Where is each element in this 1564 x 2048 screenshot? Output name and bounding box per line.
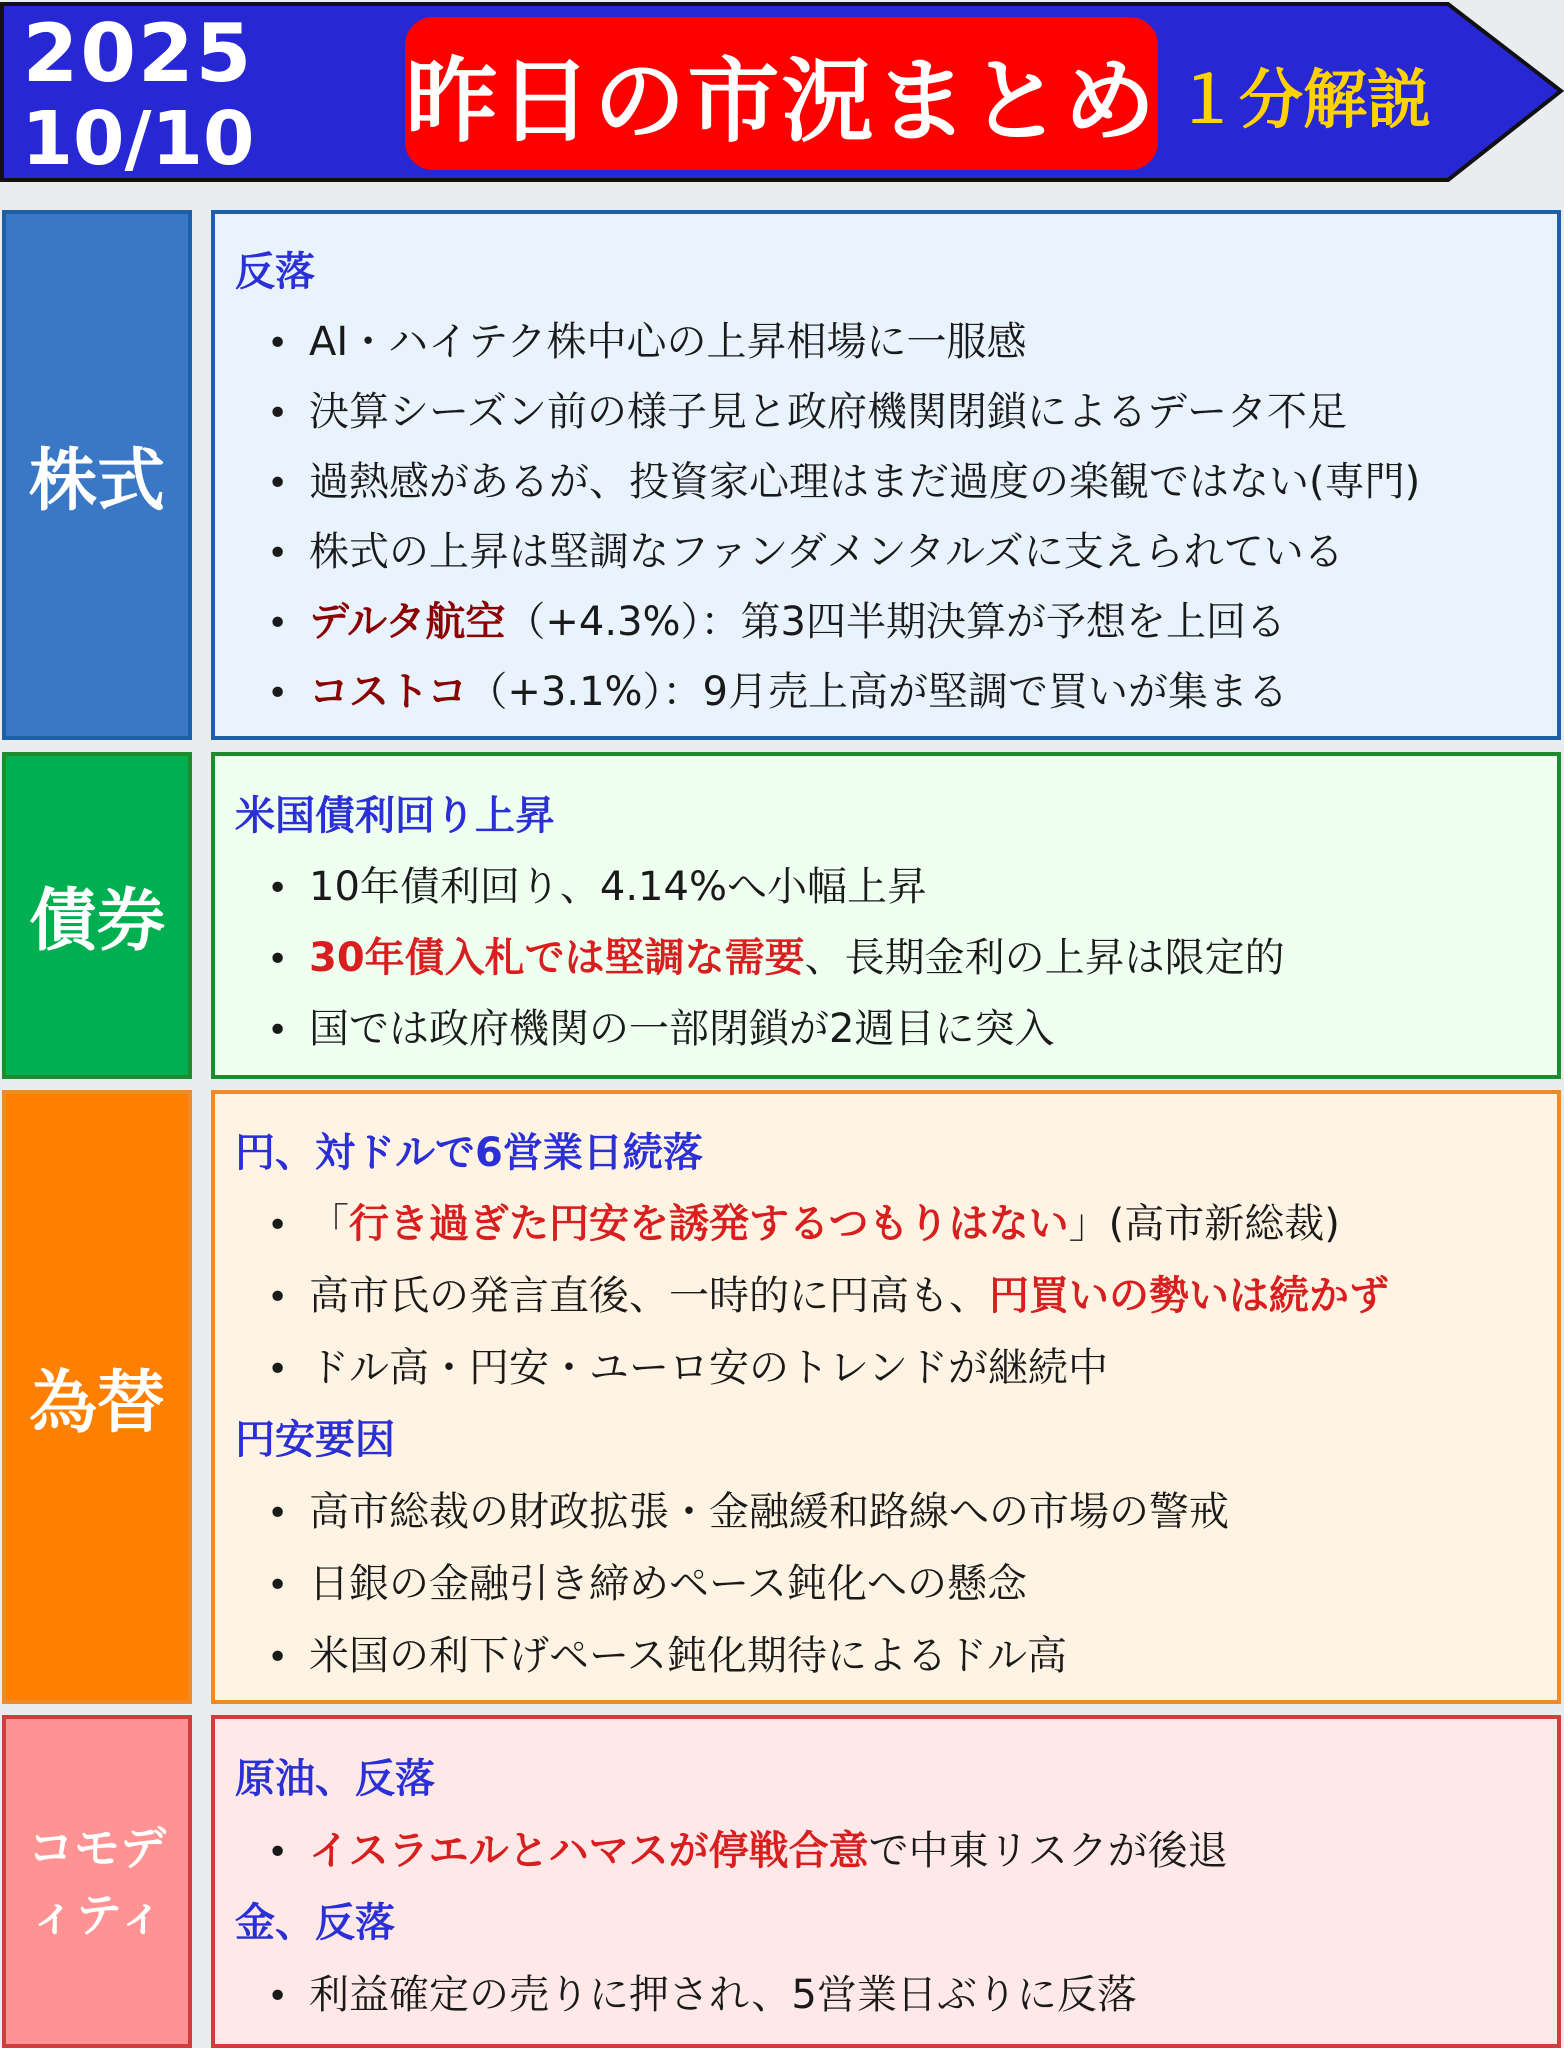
list-item bbox=[267, 310, 1027, 367]
bullet-icon: • bbox=[267, 1565, 289, 1606]
date-year: 2025 bbox=[22, 7, 254, 100]
item-text: で中東リスクが後退 bbox=[868, 1828, 1228, 1874]
section-label-bonds: 債券 bbox=[2, 752, 192, 1079]
list-item bbox=[267, 1963, 1137, 2020]
item-text: 株式の上昇は堅調なファンダメンタルズに支えられている bbox=[309, 529, 1344, 575]
highlight-text: イスラエルとハマスが停戦合意 bbox=[309, 1828, 869, 1874]
list-item bbox=[267, 926, 1285, 983]
bullet-icon: • bbox=[267, 1205, 289, 1246]
item-text: AI・ハイテク株中心の上昇相場に一服感 bbox=[309, 319, 1027, 365]
bullet-icon: • bbox=[267, 393, 289, 434]
bullet-icon: • bbox=[267, 533, 289, 574]
bullet-icon: • bbox=[267, 1277, 289, 1318]
highlight-text: 円買いの勢いは続かず bbox=[989, 1273, 1389, 1319]
section-panel-forex bbox=[211, 1090, 1561, 1704]
page-title: 昨日の市況まとめ bbox=[405, 47, 1158, 155]
bullet-icon: • bbox=[267, 1493, 289, 1534]
list-item bbox=[267, 380, 1347, 437]
list-item bbox=[267, 1192, 1340, 1249]
list-item bbox=[267, 660, 1288, 717]
list-item bbox=[267, 1819, 1228, 1876]
title-box bbox=[405, 17, 1158, 170]
bullet-icon: • bbox=[267, 868, 289, 909]
header-banner bbox=[0, 0, 1564, 184]
item-text: 決算シーズン前の様子見と政府機関閉鎖によるデータ不足 bbox=[309, 389, 1347, 435]
date-display bbox=[18, 7, 258, 182]
section-label-commodities: コモディティ bbox=[2, 1715, 192, 2048]
highlight-text: 行き過ぎた円安を誘発するつもりはない bbox=[349, 1201, 1069, 1247]
item-text: 」(高市新総裁) bbox=[1068, 1201, 1340, 1247]
bullet-icon: • bbox=[267, 603, 289, 644]
item-text: 国では政府機関の一部閉鎖が2週目に突入 bbox=[309, 1006, 1055, 1052]
page-subtitle: １分解説 bbox=[1175, 64, 1431, 138]
item-text: ドル高・円安・ユーロ安のトレンドが継続中 bbox=[309, 1345, 1108, 1391]
section-heading: 反落 bbox=[235, 249, 315, 295]
bullet-icon: • bbox=[267, 939, 289, 980]
section-heading: 原油、反落 bbox=[235, 1756, 435, 1802]
section-heading: 円安要因 bbox=[235, 1417, 395, 1463]
item-text: 「 bbox=[309, 1201, 349, 1247]
item-text: 利益確定の売りに押され、5営業日ぶりに反落 bbox=[309, 1972, 1137, 2018]
section-heading: 円、対ドルで6営業日続落 bbox=[235, 1130, 703, 1176]
bullet-icon: • bbox=[267, 1010, 289, 1051]
bullet-icon: • bbox=[267, 323, 289, 364]
section-panel-stocks bbox=[211, 210, 1561, 740]
item-text: 10年債利回り、4.14%へ小幅上昇 bbox=[309, 864, 927, 910]
item-text: 米国の利下げペース鈍化期待によるドル高 bbox=[309, 1633, 1067, 1679]
list-item bbox=[267, 855, 927, 912]
item-text: 高市総裁の財政拡張・金融緩和路線への市場の警戒 bbox=[309, 1489, 1229, 1535]
item-text: （+4.3%）：第3四半期決算が予想を上回る bbox=[505, 599, 1286, 645]
item-text: 、長期金利の上昇は限定的 bbox=[804, 935, 1285, 981]
list-item bbox=[267, 520, 1344, 577]
item-text: 高市氏の発言直後、一時的に円高も、 bbox=[309, 1273, 989, 1319]
bullet-icon: • bbox=[267, 673, 289, 714]
section-label-forex: 為替 bbox=[2, 1090, 192, 1704]
section-heading: 金、反落 bbox=[235, 1900, 395, 1946]
date-day: 10/10 bbox=[21, 96, 255, 182]
section-panel-commodities bbox=[211, 1715, 1561, 2048]
highlight-text: コストコ bbox=[309, 669, 468, 715]
bullet-icon: • bbox=[267, 463, 289, 504]
highlight-text: 30年債入札では堅調な需要 bbox=[309, 935, 805, 981]
bullet-icon: • bbox=[267, 1637, 289, 1678]
bullet-icon: • bbox=[267, 1976, 289, 2017]
section-panel-bonds bbox=[211, 752, 1561, 1079]
list-item bbox=[267, 450, 1420, 507]
section-label-stocks: 株式 bbox=[2, 210, 192, 740]
section-heading: 米国債利回り上昇 bbox=[235, 793, 555, 839]
item-text: 過熱感があるが、投資家心理はまだ過度の楽観ではない(専門) bbox=[309, 459, 1421, 505]
bullet-icon: • bbox=[267, 1349, 289, 1390]
list-item bbox=[267, 1552, 1027, 1609]
list-item bbox=[267, 1624, 1067, 1681]
bullet-icon: • bbox=[267, 1832, 289, 1873]
highlight-text: デルタ航空 bbox=[309, 599, 506, 645]
list-item bbox=[267, 997, 1054, 1054]
item-text: （+3.1%）：9月売上高が堅調で買いが集まる bbox=[467, 669, 1288, 715]
list-item bbox=[267, 1264, 1389, 1321]
list-item bbox=[267, 1480, 1229, 1537]
list-item bbox=[267, 1336, 1108, 1393]
list-item bbox=[267, 590, 1286, 647]
item-text: 日銀の金融引き締めペース鈍化への懸念 bbox=[309, 1561, 1027, 1607]
